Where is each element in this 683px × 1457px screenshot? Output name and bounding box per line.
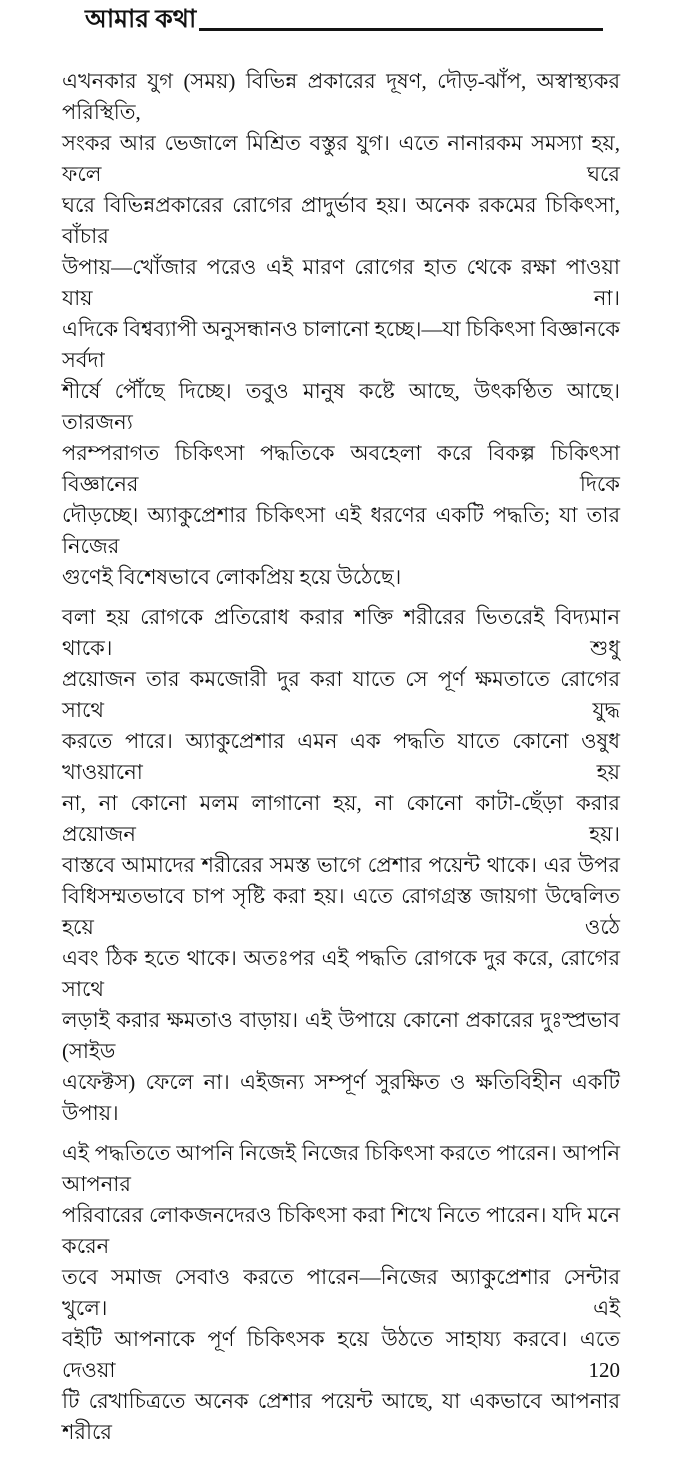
text-line: না, না কোনো মলম লাগানো হয়, না কোনো কাটা-ছেঁড়া করার প্রয়োজন হয়। — [62, 791, 620, 846]
text-line: এখনকার যুগ (সময়) বিভিন্ন প্রকারের দূষণ, দৌড়-ঝাঁপ, অস্বাস্থ্যকর পরিস্থিতি, — [62, 69, 620, 124]
paragraph — [62, 66, 620, 593]
text-line: এবং ঠিক হতে থাকে। অতঃপর এই পদ্ধতি রোগকে দুর করে, রোগের সাথে — [62, 946, 620, 1001]
text-line: দৌড়চ্ছে। অ্যাকুপ্রেশার চিকিৎসা এই ধরণের একটি পদ্ধতি; যা তার নিজের — [62, 503, 620, 558]
text-line: টি রেখাচিত্রতে অনেক প্রেশার পয়েন্ট আছে, যা একভাবে আপনার শরীরে — [62, 1389, 620, 1444]
paragraph — [62, 602, 620, 1129]
text-line: পরিবারের লোকজনদেরও চিকিৎসা করা শিখে নিতে পারেন। যদি মনে করেন — [62, 1203, 620, 1258]
text-line: লড়াই করার ক্ষমতাও বাড়ায়। এই উপায়ে কোনো প্রকারের দুঃস্প্রভাব (সাইড — [62, 1008, 620, 1063]
paragraph — [62, 1138, 620, 1448]
page-header — [85, 6, 603, 35]
text-line: বাস্তবে আমাদের শরীরের সমস্ত ভাগে প্রেশার পয়েন্ট থাকে। এর উপর — [62, 853, 620, 877]
header-underline-rule — [199, 28, 603, 31]
text-line: ঘরে বিভিন্নপ্রকারের রোগের প্রাদুর্ভাব হয়। অনেক রকমের চিকিৎসা, বাঁচার — [62, 193, 620, 248]
text-line: শীর্ষে পৌঁছে দিচ্ছে। তবুও মানুষ কষ্টে আছে, উৎকণ্ঠিত আছে। তারজন্য — [62, 379, 620, 434]
text-line: প্রয়োজন তার কমজোরী দুর করা যাতে সে পূর্ণ ক্ষমতাতে রোগের সাথে যুদ্ধ — [62, 667, 620, 722]
body-text — [62, 66, 620, 1457]
text-line: বিধিসম্মতভাবে চাপ সৃষ্টি করা হয়। এতে রোগগ্রস্ত জায়গা উদ্বেলিত হয়ে ওঠে — [62, 884, 620, 939]
text-line: এফেক্টস) ফেলে না। এইজন্য সম্পূর্ণ সুরক্ষিত ও ক্ষতিবিহীন একটি উপায়। — [62, 1070, 620, 1125]
text-line: সংকর আর ভেজালে মিশ্রিত বস্তুর যুগ। এতে নানারকম সমস্যা হয়, ফলে ঘরে — [62, 131, 620, 186]
text-line: বলা হয় রোগকে প্রতিরোধ করার শক্তি শরীরের ভিতরেই বিদ্যমান থাকে। শুধু — [62, 605, 620, 660]
text-line: তবে সমাজ সেবাও করতে পারেন—নিজের অ্যাকুপ্রেশার সেন্টার খুলে। এই — [62, 1265, 620, 1320]
text-line: এদিকে বিশ্বব্যাপী অনুসন্ধানও চালানো হচ্ছে।—যা চিকিৎসা বিজ্ঞানকে সর্বদা — [62, 317, 620, 372]
text-line: গুণেই বিশেষভাবে লোকপ্রিয় হয়ে উঠেছে। — [62, 565, 402, 589]
page-title: আমার কথা — [85, 6, 197, 33]
text-line: পরম্পরাগত চিকিৎসা পদ্ধতিকে অবহেলা করে বিকল্প চিকিৎসা বিজ্ঞানের দিকে — [62, 441, 620, 496]
text-line: বইটি আপনাকে পূর্ণ চিকিৎসক হয়ে উঠতে সাহায্য করবে। এতে দেওয়া 120 — [62, 1327, 620, 1382]
text-line: উপায়—খোঁজার পরেও এই মারণ রোগের হাত থেকে রক্ষা পাওয়া যায় না। — [62, 255, 620, 310]
text-line: এই পদ্ধতিতে আপনি নিজেই নিজের চিকিৎসা করতে পারেন। আপনি আপনার — [62, 1141, 620, 1196]
text-line: করতে পারে। অ্যাকুপ্রেশার এমন এক পদ্ধতি যাতে কোনো ওষুধ খাওয়ানো হয় — [62, 729, 620, 784]
